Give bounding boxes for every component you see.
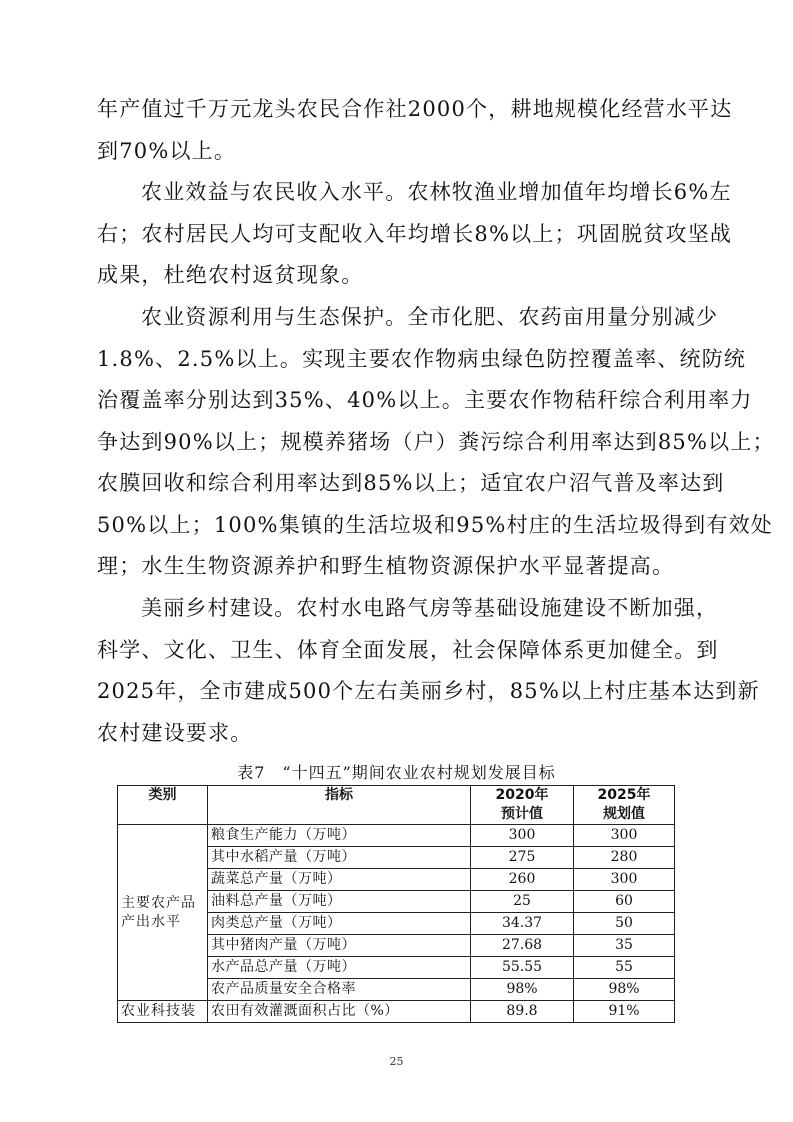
value-2020-cell: 34.37 [471,913,574,935]
text-line: 2025年，全市建成500个左右美丽乡村，85%以上村庄基本达到新 [97,679,760,703]
indicator-cell: 肉类总产量（万吨） [208,913,471,935]
value-2020-cell: 55.55 [471,957,574,979]
text-line: 1.8%、2.5%以上。实现主要农作物病虫绿色防控覆盖率、统防统 [97,346,747,371]
paragraph-1 [97,89,733,172]
text-line: 到70%以上。 [97,138,237,163]
paragraph-income [97,172,733,297]
value-2020-cell: 275 [471,847,574,869]
indicator-cell: 其中水稻产量（万吨） [208,847,471,869]
value-2020-cell: 98% [471,979,574,1001]
header-indicator: 指标 [208,786,471,825]
indicator-cell: 水产品总产量（万吨） [208,957,471,979]
indicator-cell: 其中猪肉产量（万吨） [208,935,471,957]
text-line: 治覆盖率分别达到35%、40%以上。主要农作物秸秆综合利用率力 [97,388,753,412]
table-caption: 表7 “十四五”期间农业农村规划发展目标 [237,763,556,782]
value-2020-cell: 89.8 [471,1001,574,1023]
table-row [118,825,675,847]
value-2020-cell: 300 [471,825,574,847]
text-line: 农业资源利用与生态保护。全市化肥、农药亩用量分别减少 [141,305,719,329]
header-2020 [471,786,574,825]
text-line: 成果，杜绝农村返贫现象。 [97,263,364,287]
value-2025-cell: 280 [574,847,675,869]
text-line: 年产值过千万元龙头农民合作社2000个，耕地规模化经营水平达 [97,97,733,121]
value-2025-cell: 55 [574,957,675,979]
text-line: 农业效益与农民收入水平。农林牧渔业增加值年均增长6%左 [141,180,732,204]
value-2025-cell: 50 [574,913,675,935]
text-line: 争达到90%以上；规模养猪场（户）粪污综合利用率达到85%以上； [97,429,775,454]
text-line: 50%以上；100%集镇的生活垃圾和95%村庄的生活垃圾得到有效处 [97,512,773,537]
header-2025-year: 2025年 [597,787,651,803]
header-2020-label: 预计值 [501,806,543,822]
indicator-cell: 农产品质量安全合格率 [208,979,471,1001]
header-2025 [574,786,675,825]
text-line: 农村建设要求。 [97,720,253,745]
category-cell: 农业科技装 [118,1001,208,1023]
value-2025-cell: 300 [574,825,675,847]
value-2025-cell: 91% [574,1001,675,1023]
header-2020-year: 2020年 [495,787,549,803]
table-row [118,1001,675,1023]
indicator-cell: 农田有效灌溉面积占比（%） [208,1001,471,1023]
indicator-cell: 油料总产量（万吨） [208,891,471,913]
page-number: 25 [389,1055,404,1068]
value-2020-cell: 260 [471,869,574,891]
goals-table [117,785,675,1023]
header-category: 类别 [118,786,208,825]
category-cell: 主要农产品产出水平 [118,825,208,1001]
value-2025-cell: 98% [574,979,675,1001]
text-line: 理；水生生物资源养护和野生植物资源保护水平显著提高。 [97,554,675,578]
value-2020-cell: 27.68 [471,935,574,957]
header-2025-label: 规划值 [603,806,645,822]
text-line: 科学、文化、卫生、体育全面发展，社会保障体系更加健全。到 [97,637,719,662]
value-2025-cell: 35 [574,935,675,957]
table-header-row [118,786,675,825]
text-line: 右；农村居民人均可支配收入年均增长8%以上；巩固脱贫攻坚战 [97,221,733,246]
value-2025-cell: 60 [574,891,675,913]
paragraph-village [97,588,760,754]
paragraph-ecology [97,297,775,588]
value-2025-cell: 300 [574,869,675,891]
indicator-cell: 蔬菜总产量（万吨） [208,869,471,891]
value-2020-cell: 25 [471,891,574,913]
indicator-cell: 粮食生产能力（万吨） [208,825,471,847]
text-line: 农膜回收和综合利用率达到85%以上；适宜农户沼气普及率达到 [97,471,725,495]
text-line: 美丽乡村建设。农村水电路气房等基础设施建设不断加强， [141,596,719,620]
